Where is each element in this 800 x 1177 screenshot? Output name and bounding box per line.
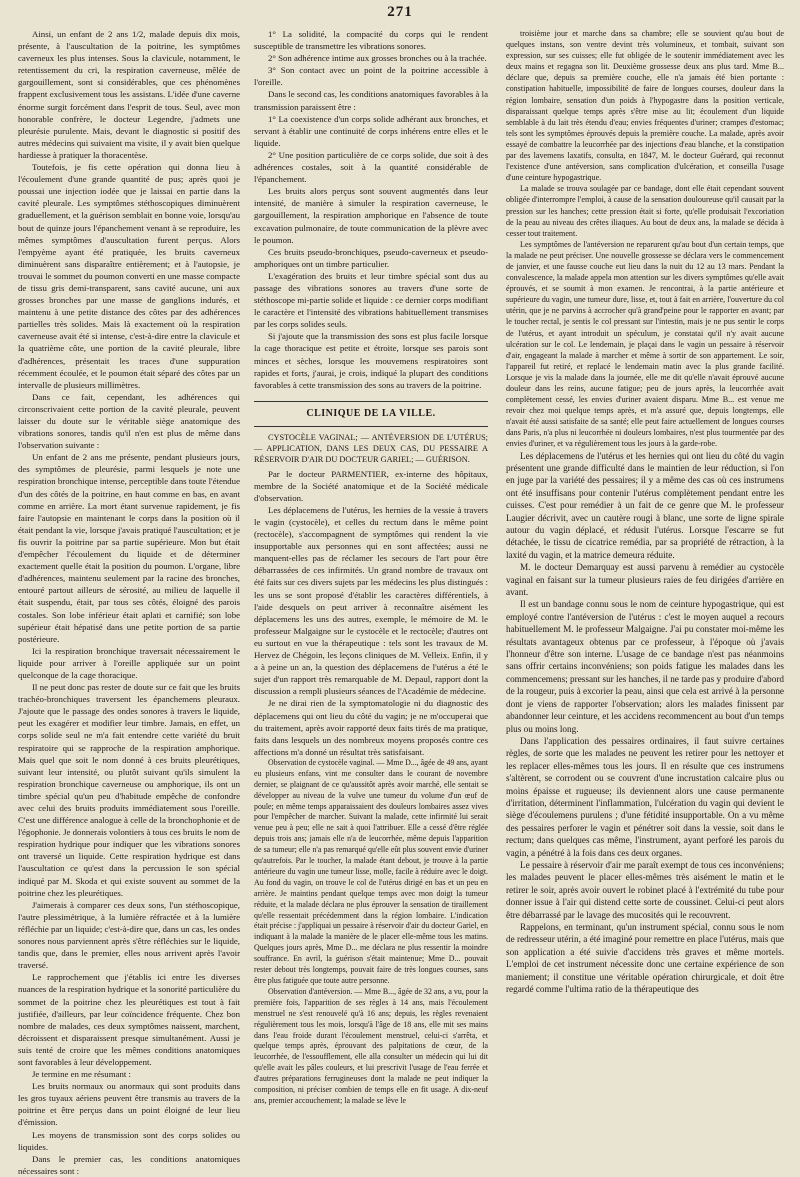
paragraph: Toutefois, je fis cette opération qui donna lieu à l'écoulement d'une grande quantité de pus; après quoi je poussai une injection iodée que je laissai en partie dans la cavité pleurale. Les symptômes stéthoscopiques diminuèrent graduellement, et la guérison semblait en bonne voie, lorsqu'au bout de quinze jours l'épanchement venant à se reproduire, les mêmes symptômes d'auscultation furent perçus. Alors l'empyème ayant été pratiquée, les bruits caverneux diminuèrent sans disparaître entièrement; et à l'autopsie, je trouvai le sommet du poumon converti en une masse compacte de tissu gris demi-transparent, sans cavité aucune, uni aux grosses bronches par une masse de ganglions indurés, et maintenu à une petite distance des côtes par des adhérences partielles très solides. Mais là exactement où la respiration caverneuse avait été si intense, c'est-à-dire entre la clavicule et la quatrième côte, une portion de la cavité pleurale, libre d'adhérences, présentait les traces d'une suppuration récemment écoulée, et le poumon était séparé des côtes par un intervalle de plusieurs millimètres. bbox=[18, 162, 240, 390]
article-heading: CYSTOCÈLE VAGINAL; — ANTÉVERSION DE L'UTÉRUS; — APPLICATION, DANS LES DEUX CAS, DU PESSAIRE A RÉSERVOIR D'AIR DU DOCTEUR GARIEL; — GUÉRISON. bbox=[254, 432, 488, 464]
paragraph: Le pessaire à réservoir d'air me paraît exempt de tous ces inconvéniens; les malades peuvent le placer elles-mêmes très aisément le matin et le retirer le soir, après avoir ouvert le robinet placé à l'extrémité du tube pour donner issue à l'air qui distend cette sorte de coussinet. Celui-ci peut alors être débarrassé par le lavage des mucosités qui le recouvrent. bbox=[506, 859, 784, 920]
paragraph: Les déplacemens de l'utérus, les hernies de la vessie à travers le vagin (cystocèle), et celles du rectum dans le même point (rectocèle), s'accompagnent de symptômes qui rendent la vie insupportable aux personnes qui en sont affectées; aussi ne manquent-elles pas de réclamer les secours de l'art pour être débarrassées de ces infirmités. Un grand nombre de travaux ont été faits sur ces divers sujets par les médecins les plus distingués : les uns se sont proposé d'établir les caractères différentiels, à l'aide desquels on peut arriver à reconnaître aisément les déplacemens les uns des autres, exemple, le mémoire de M. le professeur Malgaigne sur le cystocèle et le rectocèle; d'autres ont eu surtout en vue la thérapeutique : tels sont les travaux de M. Hervez de Chégoin, les leçons cliniques de M. Velleix. Enfin, il y a à peine un an, la question des déplacemens de l'utérus a été le sujet d'un rapport très remarquable de M. Depaul, rapport dont la discussion a rempli plusieurs séances de l'Académie de médecine. bbox=[254, 504, 488, 697]
paragraph: Les moyens de transmission sont des corps solides ou liquides. bbox=[18, 1129, 240, 1152]
observation-paragraph: Observation de cystocèle vaginal. — Mme D..., âgée de 49 ans, ayant eu plusieurs enfans, vint me consulter dans le courant de novembre dernier, se plaignant de ce qu'aussitôt après avoir marché, elle sentait se développer au niveau de la vulve une tumeur du volume d'un œuf de poule; en même temps apparaissaient des douleurs lombaires assez vives pour l'empêcher de marcher. Suivant la malade, cette infirmité lui serait venue peu à peu; elle ne sait à quoi l'attribuer. Elle a cessé d'être réglée depuis trois ans; jamais elle n'a de leucorrhée, même depuis l'apparition de sa tumeur; elle n'a pas remarqué qu'elle eût plus souvent envie d'uriner qu'autrefois. Par le toucher, la malade étant debout, je trouve à la partie antérieure du vagin une tumeur lisse, molle, facile à réduire avec le doigt. Au fond du vagin, on trouve le col de l'utérus dirigé en bas et un peu en arrière. Je maintins pendant quelque temps avec mon doigt la tumeur réduite, et la malade déclara ne plus éprouver la sensation de tiraillement qu'elle ressentait précédemment dans la région lombaire. L'indication était précise : j'appliquai un pessaire à réservoir d'air du docteur Gariel, en indiquant à la malade la manière de le placer elle-même tous les matins. Quelques jours après, Mme D... me déclara ne plus ressentir la moindre souffrance. En avril, la guérison s'était maintenue; Mme D... pouvait rester debout très longtemps, pouvait faire de très longues courses, sans être plus fatiguée que toute autre personne. bbox=[254, 757, 488, 985]
paragraph: Dans le premier cas, les conditions anatomiques nécessaires sont : bbox=[18, 1153, 240, 1176]
column-right bbox=[506, 28, 784, 1108]
paragraph: Les bruits normaux ou anormaux qui sont produits dans les gros tuyaux aériens peuvent être transmis au travers de la poitrine et être perçus dans un point éloigné de leur lieu d'émission. bbox=[18, 1081, 240, 1128]
paragraph: Le rapprochement que j'établis ici entre les diverses nuances de la respiration hydrique et la sonorité particulière du sommet de la poitrine chez les pleurétiques est tout à fait justifiée, d'ailleurs, par leur coïncidence fréquente. Chez bon nombre de malades, ces deux symptômes naissent, marchent, décroissent et disparaissent presque simultanément. Aussi je suis tenté de croire que les mêmes conditions anatomiques sont favorables à leur développement. bbox=[18, 972, 240, 1067]
paragraph: Si j'ajoute que la transmission des sons est plus facile lorsque la cage thoracique est petite et étroite, lorsque ses parois sont minces et sèches, lorsque les mouvemens respiratoires sont rapides et forts, j'aurai, je crois, indiqué la plupart des conditions favorables à cette transmission des sons au travers de la poitrine. bbox=[254, 331, 488, 390]
paragraph: Ici la respiration bronchique traversait nécessairement le liquide pour arriver à l'oreille appliquée sur un point quelconque de la cage thoracique. bbox=[18, 645, 240, 680]
section-title: CLINIQUE DE LA VILLE. bbox=[254, 401, 488, 427]
paragraph: 1° La solidité, la compacité du corps qui le rendent susceptible de transmettre les vibrations sonores. bbox=[254, 29, 488, 52]
paragraph: Ainsi, un enfant de 2 ans 1/2, malade depuis dix mois, présente, à l'auscultation de la poitrine, les symptômes caverneux les plus intenses. Sous la clavicule, notamment, le retentissement du cri, la respiration caverneuse, mêlée de gargouillement, sont si considérables, que ces phénomènes frappent exclusivement tous les assistans. L'idée d'une caverne énorme surgit forcément dans l'esprit de tous. Seul, avec mon honorable confrère, le docteur Legendre, j'admets une pleurésie purulente. Mais, devant le diagnostic si positif des autres médecins qui suivaient ma visite, il y avait bien quelque hardiesse à pratiquer la thoracentèse. bbox=[18, 29, 240, 160]
paragraph: M. le docteur Demarquay est aussi parvenu à remédier au cystocèle vaginal en faisant sur la tumeur plusieurs raies de feu dirigées d'arrière en avant. bbox=[506, 562, 784, 598]
page-number: 271 bbox=[387, 4, 413, 20]
paragraph: Les déplacemens de l'utérus et les hernies qui ont lieu du côté du vagin présentent une grande difficulté dans le maintien de leur réduction, si l'on en juge par la variété des pessaires; il y a même des cas où ces instrumens ont été insuffisans pour contenir l'utérus complètement pendant entre les cuisses. C'est pour remédier à un fait de ce genre que M. le professeur Laugier décrivit, avec un cautère rougi à blanc, une sorte de ligne spirale autour du vagin déplacé, et rédusit l'utérus. Lorsque l'escarre se fut détachée, le tissu de cicatrice remédia, par sa propriété de rétraction, à la laxité du vagin, et la matrice demeura réduite. bbox=[506, 450, 784, 560]
paragraph: 3° Son contact avec un point de la poitrine accessible à l'oreille. bbox=[254, 65, 488, 88]
paragraph: Dans le second cas, les conditions anatomiques favorables à la transmission paraissent être : bbox=[254, 89, 488, 112]
observation-paragraph: Observation d'antéversion. — Mme B..., âgée de 32 ans, a vu, pour la première fois, l'apparition de ses règles à 14 ans, mais l'écoulement menstruel ne s'est renouvelé qu'à 16 ans; depuis, les règles revenaient régulièrement tous les mois, lorsqu'à l'âge de 18 ans, elle mit ses mains dans l'eau froide durant l'écoulement menstruel, celui-ci s'arrêta, et quelque temps après, éprouvant des palpitations de cœur, de la leucorrhée, de l'essoufflement, elle alla consulter un médecin qui lui dit qu'elle avait les pâles couleurs, et lui prescrivit l'usage de l'eau ferrée et d'autres préparations ferrugineuses dont la malade ne peut indiquer la composition, ni préciser combien de temps elle en fit usage. A dix-neuf ans, premier accouchement; la malade se lève le bbox=[254, 986, 488, 1105]
observation-paragraph: Les symptômes de l'antéversion ne reparurent qu'au bout d'un certain temps, que la malade ne peut préciser. Une nouvelle grossesse se déclara vers le commencement de janvier, et une fausse couche eut lieu dans la nuit du 12 au 13 mars. Pendant la convalescence, la malade appela mon attention sur les divers symptômes qu'elle avait éprouvés, et se soumit à mon examen. Je rencontrai, à la partie antérieure et supérieure du vagin, une tumeur dure, lisse, et, tout à fait en arrière, l'ouverture du col utérin, que je ne parvins à accrocher qu'à grand'peine pour le rapporter en avant; par le toucher rectal, je sentis le col pressant sur l'intestin, mais je ne pus sentir le corps de l'utérus, et ayant introduit un spéculum, je constatai qu'il n'y avait aucune ulcération sur le col. Le lendemain, je plaçai dans le vagin un pessaire à réservoir d'air, engageant la malade à marcher et même à sortir de son appartement. Le soir, l'appareil fut retiré, et replacé le lendemain matin avec la plus grande facilité. Lorsque je vis la malade dans la journée, elle me dit qu'elle n'avait éprouvé aucune douleur dans les reins, aucune fatigue; peu de jours après, la leucorrhée avait complètement cessé, les envies d'uriner avaient disparu. Mme B... est venue me revoir chez moi quelque temps après, et m'a assuré que, depuis longtemps, elle n'avait été aussi satisfaite de sa santé; elle peut faire actuellement de longues courses dans Paris, n'a plus ni leucorrhée ni douleurs lombaires, n'est plus tourmentée par des envies d'uriner, et va régulièrement tous les jours à la garde-robe. bbox=[506, 239, 784, 449]
observation-paragraph: troisième jour et marche dans sa chambre; elle se souvient qu'au bout de quelques instans, son ventre devint très volumineux, et tombait, suivant son expression, sur ses cuisses; elle fut obligée de le soutenir immédiatement avec les deux mains et regagna son lit. Deuxième grossesse deux ans plus tard. Mme B... déclare que, depuis sa première couche, elle n'a jamais été bien portante : constipation habituelle, impossibilité de faire de longues courses, douleur dans la région lombaire, sensation d'un poids à l'hypogastre dans la position verticale, disparaissant quelque temps après s'être mise au lit; écoulement d'un liquide semblable à du lait très étendu d'eau; envies fréquentes d'uriner; crampes d'estomac; tels sont les symptômes éprouvés depuis la première couche. La malade, après avoir essayé de combattre la leucorrhée par des injections d'eau blanche, et la constipation par des lavemens laxatifs, consulta, en 1847, M. le docteur Guérard, qui reconnut l'existence d'une antéversion, sans complication d'ulcération, et conseilla l'usage d'une ceinture hypogastrique. bbox=[506, 29, 784, 183]
column-middle bbox=[254, 28, 488, 1108]
paragraph: Je termine en me résumant : bbox=[32, 1069, 131, 1080]
paragraph: Il est un bandage connu sous le nom de ceinture hypogastrique, qui est employé contre l'antéversion de l'utérus : c'est le moyen auquel a recours habituellement M. le professeur Malgaigne. J'ai pu constater moi-même les résultats avantageux obtenus par ce professeur, à l'époque où j'avais l'honneur d'être son interne. L'usage de ce bandage n'est pas néanmoins sans offrir certains inconvéniens; son poids fatigue les malades dans les commencemens; pressant sur les hanches, il ne tarde pas y produire d'abord de la rougeur, puis à excorier la peau, ainsi que cela est arrivé à la personne dont je viens de rapporter l'observation; alors les malades finissent par abandonner leur ceinture, et les accidens recommencent au bout d'un temps plus ou moins long. bbox=[506, 599, 784, 734]
column-left bbox=[18, 28, 240, 1176]
observation-paragraph: La malade se trouva soulagée par ce bandage, dont elle était cependant souvent obligée d'interrompre l'emploi, à cause de la sensation douloureuse qu'il causait par la pression sur les hanches; cette pression était si forte, qu'elle produisait l'excoriation de la peau au niveau des crêtes iliaques. Au bout de deux ans, la malade se décida à cesser tout traitement. bbox=[506, 184, 784, 238]
paragraph: Les bruits alors perçus sont souvent augmentés dans leur intensité, de manière à simuler la respiration caverneuse, le gargouillement, la respiration amphorique en l'absence de toute excavation pulmonaire, de toute communication de la plèvre avec le poumon. bbox=[254, 186, 488, 245]
paragraph: Rappelons, en terminant, qu'un instrument spécial, connu sous le nom de redresseur utérin, a été imaginé pour remettre en place l'utérus, mais que son application a été suivie d'accidens très graves et même mortels. L'emploi de cet instrument nécessite donc une certaine expérience de son maniement; il constitue une véritable opération chirurgicale, et doit être regardé comme l'ultima ratio de la thérapeutique des bbox=[506, 922, 784, 995]
paragraph: 2° Son adhérence intime aux grosses bronches ou à la trachée. bbox=[268, 53, 487, 64]
paragraph: 2° Une position particulière de ce corps solide, due soit à des adhérences costales, soit à la quantité considérable de l'épanchement. bbox=[254, 149, 488, 185]
paragraph: Je ne dirai rien de la symptomatologie ni du diagnostic des déplacemens qui ont lieu du côté du vagin; je ne m'occuperai que du traitement, après avoir rapporté deux faits tirés de ma pratique, faits dans lesquels un des nombreux moyens proposés contre ces affections m'a donné un résultat très satisfaisant. bbox=[254, 698, 488, 757]
article-author: Par le docteur PARMENTIER, ex-interne des hôpitaux, membre de la Société anatomique et de la Société médicale d'observation. bbox=[254, 468, 488, 503]
paragraph: L'exagération des bruits et leur timbre spécial sont dus au passage des vibrations sonores au travers d'une sorte de stéthoscope mi-partie solide et liquide : ce dernier corps modifiant le caractère et l'intensité des vibrations habituellement transmises par les corps solides seuls. bbox=[254, 270, 488, 330]
paragraph: Ces bruits pseudo-bronchiques, pseudo-caverneux et pseudo-amphoriques ont un timbre particulier. bbox=[254, 246, 488, 269]
paragraph: Il ne peut donc pas rester de doute sur ce fait que les bruits trachéo-bronchiques traversent les épanchemens pleuraux. J'ajoute que le passage des ondes sonores à travers le liquide, peut les exagérer et modifier leur timbre. Jamais, en effet, un corps solide seul ne m'a fait entendre cette variété du bruit respiratoire qui se rapproche de la respiration amphorique. Mais quel que soit le nom donné à ces bruits pleurétiques, suivant leur intensité, ou plutôt suivant qu'ils simulent la respiration bronchique caverneuse ou amphorique, ils ont un timbre spécial qu'un peu d'habitude empêche de confondre avec celui des bruits produits immédiatement sous l'oreille. C'est une différence analogue à celle de la bronchophonie et de l'égophonie. Je donnerais volontiers à tous ces bruits le nom de respiration hydrique pour indiquer que les vibrations sonores ont traversé un liquide. Cette respiration hydrique est dans l'auscultation ce qu'est dans la percussion le son spécial indiqué par M. Skoda et qui existe souvent au sommet de la poitrine chez les pleurétiques. bbox=[18, 682, 240, 898]
paragraph: Dans ce fait, cependant, les adhérences qui circonscrivaient cette portion de la cavité pleurale, peuvent laisser du doute sur le véritable siège anatomique des vibrations sonores, tandis qu'il n'en est plus de même dans l'observation suivante : bbox=[18, 391, 240, 451]
paragraph: J'aimerais à comparer ces deux sons, l'un stéthoscopique, l'autre plessimétrique, à la lumière réfractée et à la lumière réfléchie par un liquide; c'est-à-dire que, dans un cas, les ondes sonores nous parviennent après s'être réfléchies sur le liquide, tandis que, dans le premier, elles nous arrivent après l'avoir traversé. bbox=[18, 899, 240, 971]
paragraph: Dans l'application des pessaires ordinaires, il faut suivre certaines règles, de sorte que les malades ne peuvent les retirer pour les nettoyer et les replacer elles-mêmes tous les jours. Il en résulte que ces instrumens s'altèrent, se corrodent ou se couvrent d'une incrustation calcaire plus ou moins épaisse et rugueuse; ils deviennent alors une cause permanente d'irritation, déterminent l'inflammation, l'ulcération du vagin qui devient le siège d'écoulemens purulens ; d'une fétidité insupportable. On a vu même des pessaires perforer le vagin et pénétrer soit dans la vessie, soit dans le rectum; dans quelques cas même, l'instrument, ayant perforé les parois du vagin, a pénétré à la fois dans ces deux organes. bbox=[506, 735, 784, 858]
paragraph: Un enfant de 2 ans me présente, pendant plusieurs jours, des symptômes de pleurésie, parmi lesquels je note une respiration bronchique intense, perceptible dans toute l'étendue d'un des côtés de la poitrine, en haut comme en bas, en avant comme en arrière. La mort étant survenue rapidement, je fis faire l'autopsie en maintenant le corps dans la position où il était pendant la vie, lorsque j'avais pratiqué l'auscultation; et je fis ouvrir la poitrine par sa partie supérieure. Mon but était d'empêcher l'écoulement du liquide et de déterminer exactement quelle était la position du poumon. L'organe, libre d'adhérences, maintenu seulement par la racine des bronches, entouré partout ailleurs de sérosité, au milieu de laquelle il était suspendu, était, par tous ses côtés, éloigné des parois costales. Son lobe inférieur était aplati et carnifié; son lobe supérieur était hépatisé dans une petite portion de sa partie postérieure. bbox=[18, 452, 240, 644]
paragraph: 1° La coexistence d'un corps solide adhérant aux bronches, et servant à établir une continuité de corps inhérens entre elles et le liquide. bbox=[254, 113, 488, 148]
